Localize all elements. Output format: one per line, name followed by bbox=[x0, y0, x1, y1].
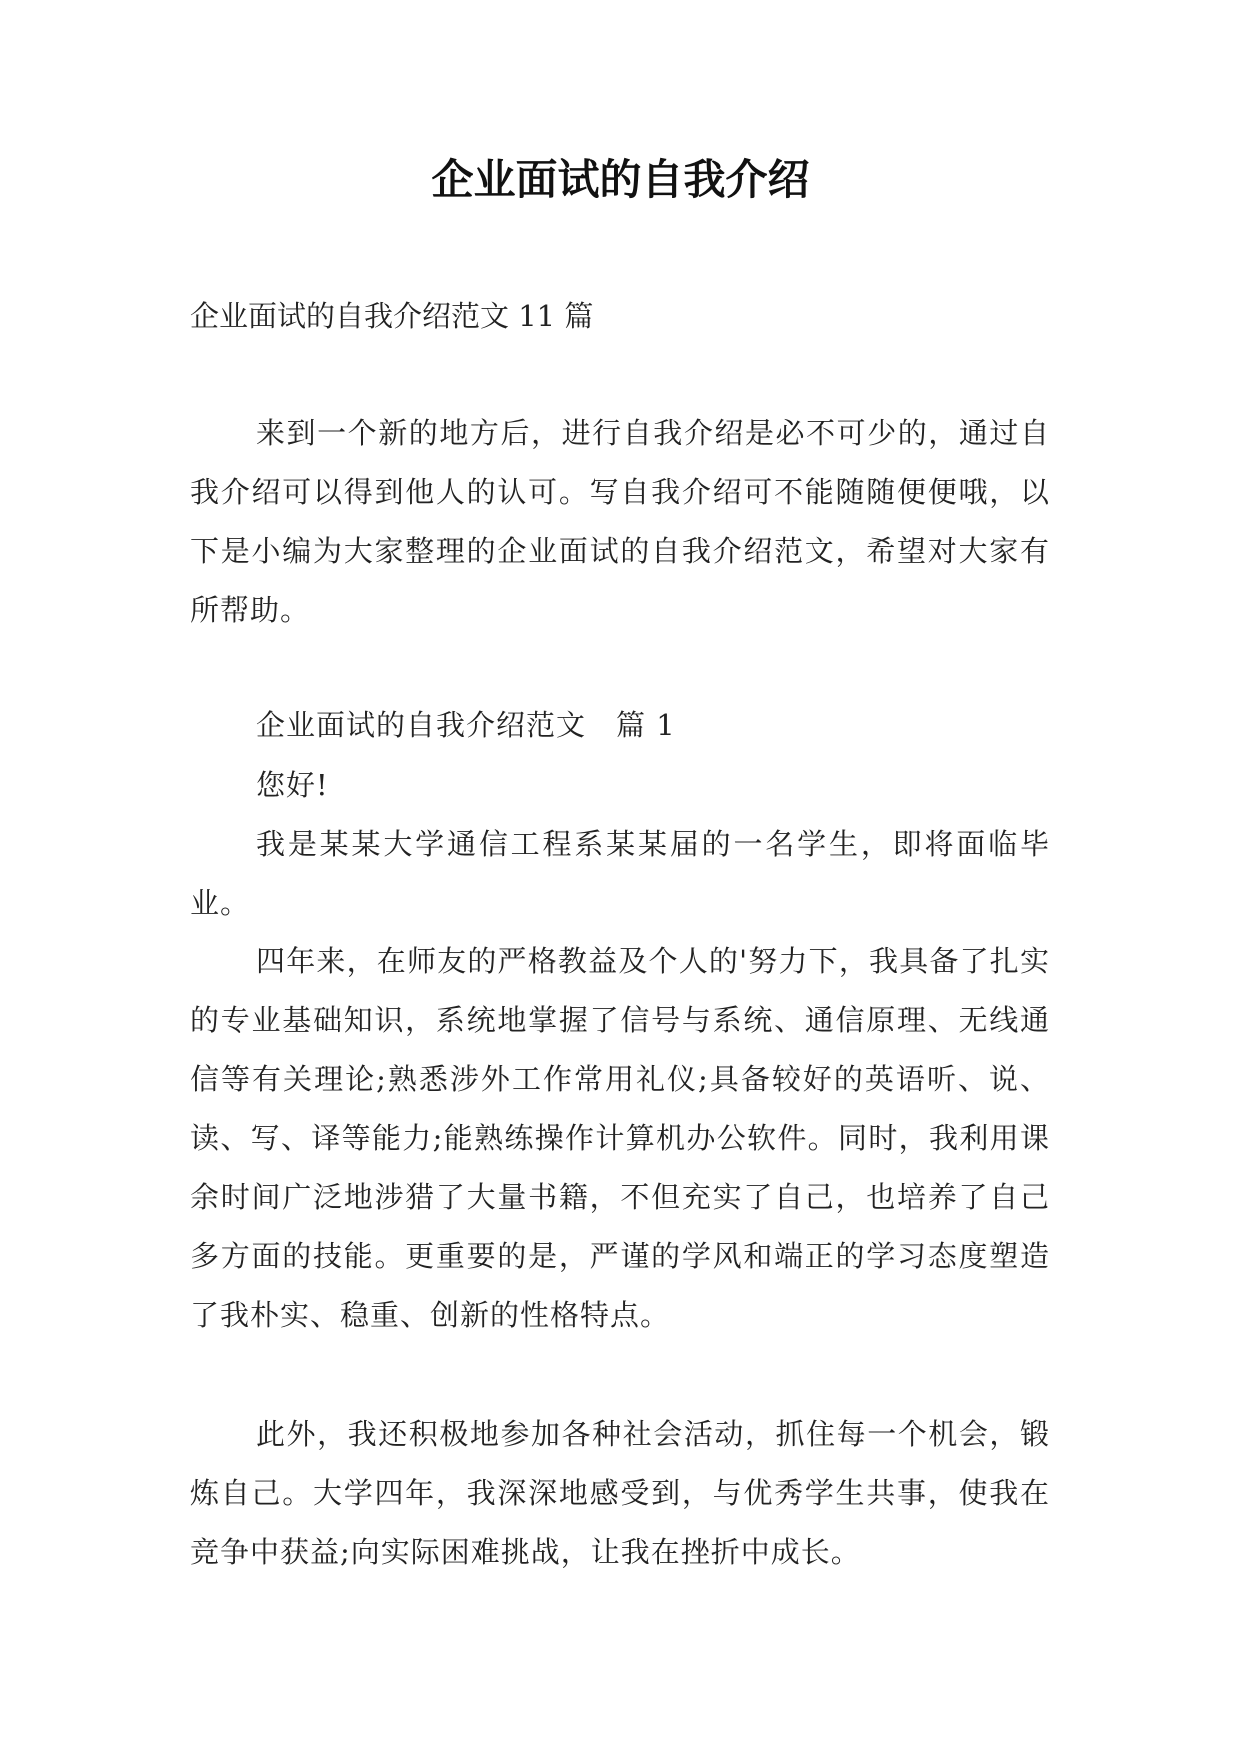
document-title: 企业面试的自我介绍 bbox=[431, 155, 810, 204]
section-heading: 企业面试的自我介绍范文 篇 1 bbox=[256, 708, 676, 742]
document-subtitle: 企业面试的自我介绍范文 11 篇 bbox=[190, 299, 594, 333]
body-paragraph: 四年来，在师友的严格教益及个人的'努力下，我具备了扎实的专业基础知识，系统地掌握了信号与系统、通信原理、无线通信等有关理论;熟悉涉外工作常用礼仪;具备较好的英语听、说、读、写、译等能力;能熟练操作计算机办公软件。同时，我利用课余时间广泛地涉猎了大量书籍，不但充实了自己，也培养了自己多方面的技能。更重要的是，严谨的学风和端正的学习态度塑造了我朴实、稳重、创新的性格特点。 bbox=[190, 944, 1050, 1332]
body-paragraph: 我是某某大学通信工程系某某届的一名学生，即将面临毕业。 bbox=[190, 827, 1050, 920]
greeting-paragraph: 您好! bbox=[256, 768, 329, 802]
body-paragraph: 此外，我还积极地参加各种社会活动，抓住每一个机会，锻炼自己。大学四年，我深深地感受到，与优秀学生共事，使我在竞争中获益;向实际困难挑战，让我在挫折中成长。 bbox=[190, 1417, 1050, 1569]
intro-paragraph: 来到一个新的地方后，进行自我介绍是必不可少的，通过自我介绍可以得到他人的认可。写自我介绍可不能随随便便哦，以下是小编为大家整理的企业面试的自我介绍范文，希望对大家有所帮助。 bbox=[190, 416, 1050, 627]
